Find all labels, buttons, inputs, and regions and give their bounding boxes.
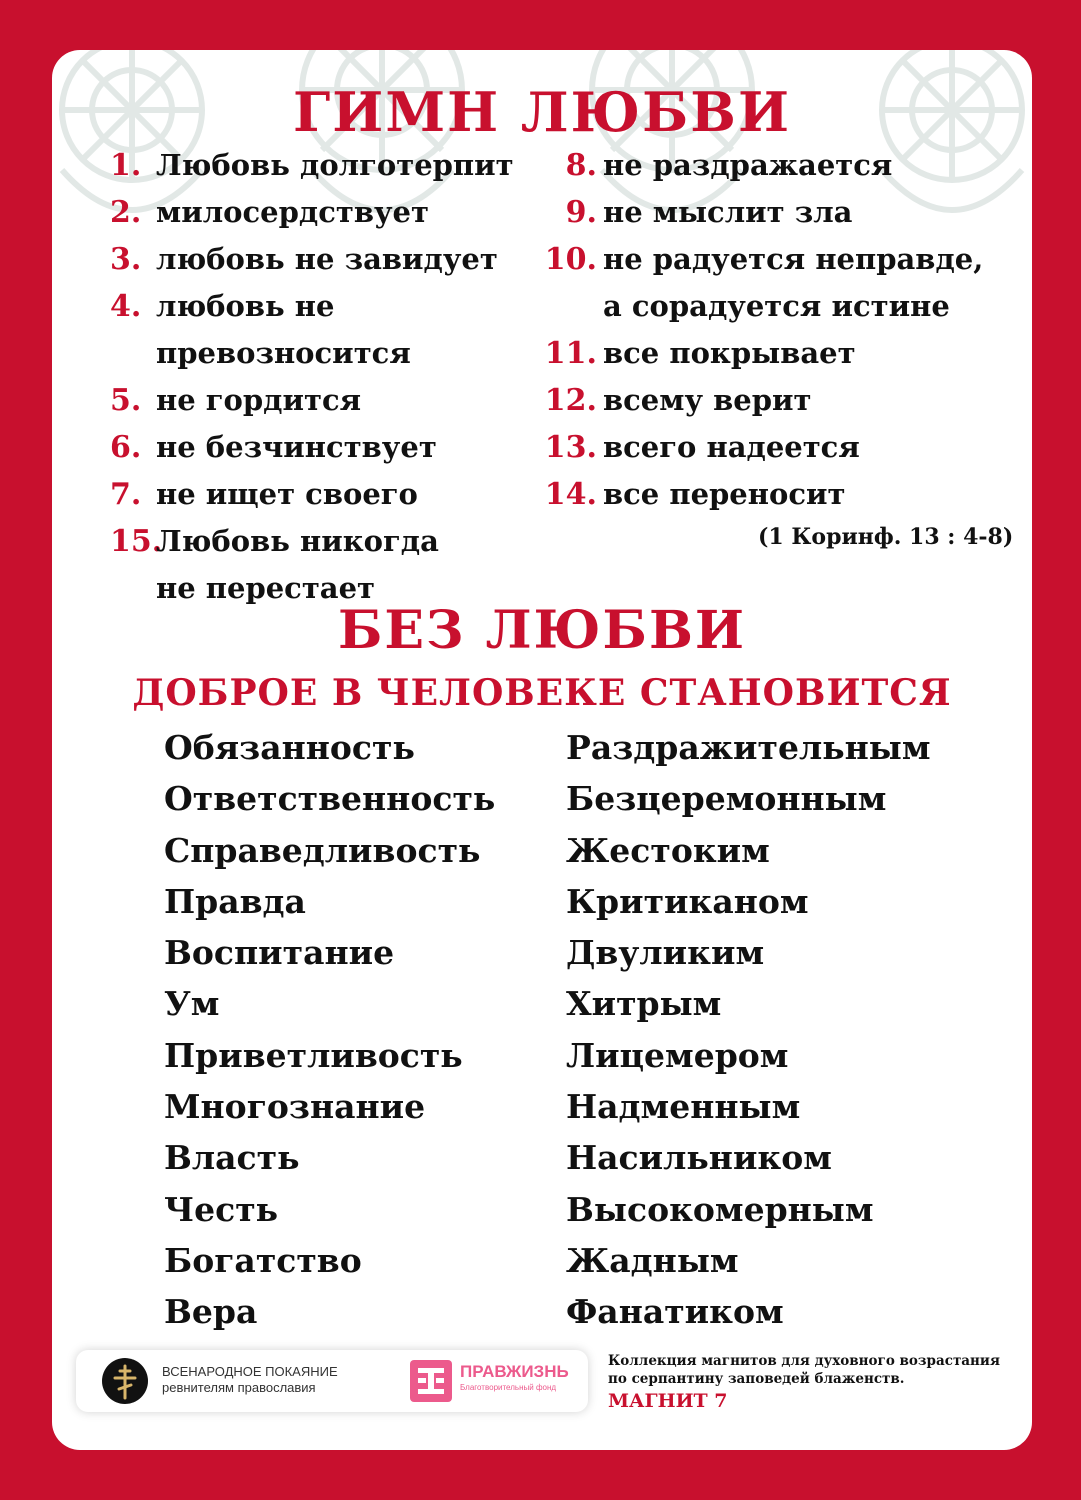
hymn-item xyxy=(537,189,1007,236)
hymn-item xyxy=(110,377,550,424)
item-text: милосердствует xyxy=(156,195,429,229)
hymn-item xyxy=(110,471,550,518)
hymn-item xyxy=(537,377,1007,424)
hymn-item xyxy=(110,424,550,471)
hymn-item xyxy=(110,283,550,377)
item-number: 5. xyxy=(110,383,142,418)
vice-word: Жестоким xyxy=(566,830,770,870)
org2-tagline: Благотворительный фонд xyxy=(460,1383,557,1392)
item-text: Любовь никогда не перестает xyxy=(156,524,439,605)
vice-word: Фанатиком xyxy=(566,1292,784,1332)
magnet-number: МАГНИТ 7 xyxy=(608,1390,728,1412)
vice-word: Насильником xyxy=(566,1138,832,1178)
hymn-item xyxy=(537,471,1007,518)
item-text: все переносит xyxy=(603,477,846,511)
item-number: 2. xyxy=(110,195,142,230)
item-text: любовь не завидует xyxy=(156,242,498,276)
item-number: 14. xyxy=(544,477,597,512)
collection-line-2: по серпантину заповедей блаженств. xyxy=(608,1371,905,1387)
virtue-word: Обязанность xyxy=(164,728,415,767)
hymn-item xyxy=(110,189,550,236)
virtue-word: Власть xyxy=(164,1138,300,1178)
vice-word: Надменным xyxy=(566,1087,801,1127)
hymn-item xyxy=(537,424,1007,471)
hymn-list-right xyxy=(537,142,1007,518)
hymn-item xyxy=(110,142,550,189)
vice-word: Лицемером xyxy=(566,1035,789,1075)
item-number: 10. xyxy=(544,242,597,277)
virtue-word: Честь xyxy=(164,1189,279,1229)
vice-word: Хитрым xyxy=(566,984,722,1024)
item-number: 7. xyxy=(110,477,142,512)
vice-word: Безцеремонным xyxy=(566,779,887,819)
virtue-word: Справедливость xyxy=(164,830,481,870)
virtue-word: Многознание xyxy=(164,1087,426,1127)
orthodox-cross-icon xyxy=(102,1358,148,1404)
item-number: 1. xyxy=(110,148,142,183)
item-number: 4. xyxy=(110,289,142,324)
hymn-item xyxy=(110,518,550,612)
item-number: 9. xyxy=(565,195,597,230)
collection-line-1: Коллекция магнитов для духовного возрастания xyxy=(608,1353,1000,1369)
collection-note xyxy=(608,1352,1028,1414)
item-text: не ищет своего xyxy=(156,477,418,511)
item-number: 3. xyxy=(110,242,142,277)
item-number: 8. xyxy=(565,148,597,183)
vice-word: Критиканом xyxy=(566,881,809,921)
vices-list xyxy=(566,722,1006,1338)
item-text: всему верит xyxy=(603,383,812,417)
pravzhizn-logo-icon xyxy=(410,1360,452,1402)
virtue-word: Ум xyxy=(164,984,220,1024)
vice-word: Раздражительным xyxy=(566,728,931,767)
vice-word: Высокомерным xyxy=(566,1189,874,1229)
item-text: не раздражается xyxy=(603,148,893,182)
item-text: не гордится xyxy=(156,383,362,417)
virtue-word: Приветливость xyxy=(164,1035,463,1075)
org1-logo-text xyxy=(162,1364,338,1396)
item-text: не мыслит зла xyxy=(603,195,853,229)
virtue-word: Правда xyxy=(164,881,306,921)
vice-word: Двуликим xyxy=(566,933,765,973)
virtue-word: Богатство xyxy=(164,1240,362,1280)
virtue-word: Вера xyxy=(164,1292,258,1332)
item-number: 6. xyxy=(110,430,142,465)
scripture-reference: (1 Коринф. 13 : 4-8) xyxy=(758,524,1014,550)
virtues-list xyxy=(164,722,564,1338)
item-text: все покрывает xyxy=(603,336,856,370)
item-text: не радуется неправде, а сорадуется истине xyxy=(603,242,984,323)
virtue-word: Воспитание xyxy=(164,933,395,973)
item-text: всего надеется xyxy=(603,430,860,464)
org2-name: ПРАВЖИЗНЬ xyxy=(460,1362,569,1381)
item-text: Любовь долготерпит xyxy=(156,148,514,182)
org1-tagline: ревнителям православия xyxy=(162,1380,316,1395)
hymn-item xyxy=(537,330,1007,377)
sponsor-logos xyxy=(76,1350,588,1412)
without-love-title: БЕЗ ЛЮБВИ xyxy=(337,600,747,661)
item-number: 11. xyxy=(544,336,597,371)
hymn-title: ГИМН ЛЮБВИ xyxy=(293,80,791,144)
item-number: 13. xyxy=(544,430,597,465)
item-text: любовь не превозносится xyxy=(156,289,411,370)
hymn-list-left xyxy=(110,142,550,612)
virtue-word: Ответственность xyxy=(164,779,496,819)
magnet-card xyxy=(52,50,1032,1450)
hymn-item xyxy=(537,142,1007,189)
org2-logo-text xyxy=(460,1364,569,1396)
item-text: не безчинствует xyxy=(156,430,437,464)
hymn-item xyxy=(537,236,1007,330)
hymn-item xyxy=(110,236,550,283)
org1-name: ВСЕНАРОДНОЕ ПОКАЯНИЕ xyxy=(162,1364,338,1379)
vice-word: Жадным xyxy=(566,1240,739,1280)
without-love-subtitle: ДОБРОЕ В ЧЕЛОВЕКЕ СТАНОВИТСЯ xyxy=(132,672,952,714)
item-number: 15. xyxy=(110,524,163,559)
item-number: 12. xyxy=(544,383,597,418)
